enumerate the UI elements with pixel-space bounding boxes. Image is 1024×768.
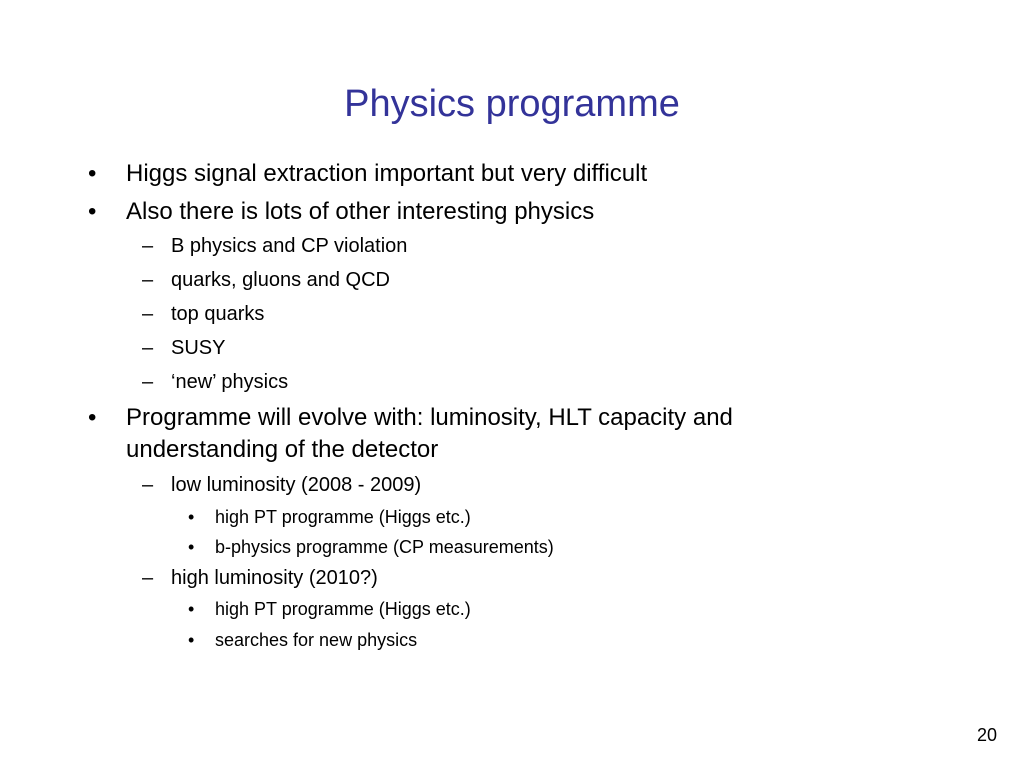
bullet-marker: •: [188, 599, 195, 619]
sub-sub-bullet-text: high PT programme (Higgs etc.): [215, 599, 471, 619]
sub-bullet-text: SUSY: [171, 337, 226, 359]
bullet-text: Programme will evolve with: luminosity, HLT capacity and understanding of the detector: [126, 404, 733, 463]
sub-bullet-text: ‘new’ physics: [171, 371, 289, 393]
slide-title: Physics programme: [344, 83, 680, 125]
dash-marker: –: [142, 567, 154, 589]
dash-marker: –: [142, 235, 154, 257]
sub-sub-bullet-text: searches for new physics: [215, 630, 418, 650]
bullet-text: Higgs signal extraction important but very difficult: [126, 160, 648, 187]
dash-marker: –: [142, 337, 154, 359]
dash-marker: –: [142, 371, 154, 393]
sub-bullet-text: quarks, gluons and QCD: [171, 269, 391, 291]
bullet-marker: •: [188, 507, 195, 527]
sub-sub-bullet-text: high PT programme (Higgs etc.): [215, 507, 471, 527]
sub-bullet-text: B physics and CP violation: [171, 235, 408, 257]
sub-sub-bullet-text: b-physics programme (CP measurements): [215, 537, 554, 557]
sub-bullet-text: low luminosity (2008 - 2009): [171, 474, 422, 496]
dash-marker: –: [142, 269, 154, 291]
bullet-marker: •: [188, 630, 195, 650]
page-number: 20: [976, 725, 997, 745]
dash-marker: –: [142, 474, 154, 496]
sub-bullet-text: high luminosity (2010?): [171, 567, 378, 589]
bullet-marker: •: [88, 160, 97, 187]
bullet-text: Also there is lots of other interesting physics: [126, 198, 595, 225]
bullet-marker: •: [88, 404, 97, 431]
bullet-marker: •: [88, 198, 97, 225]
dash-marker: –: [142, 303, 154, 325]
bullet-marker: •: [188, 537, 195, 557]
sub-bullet-text: top quarks: [171, 303, 265, 325]
